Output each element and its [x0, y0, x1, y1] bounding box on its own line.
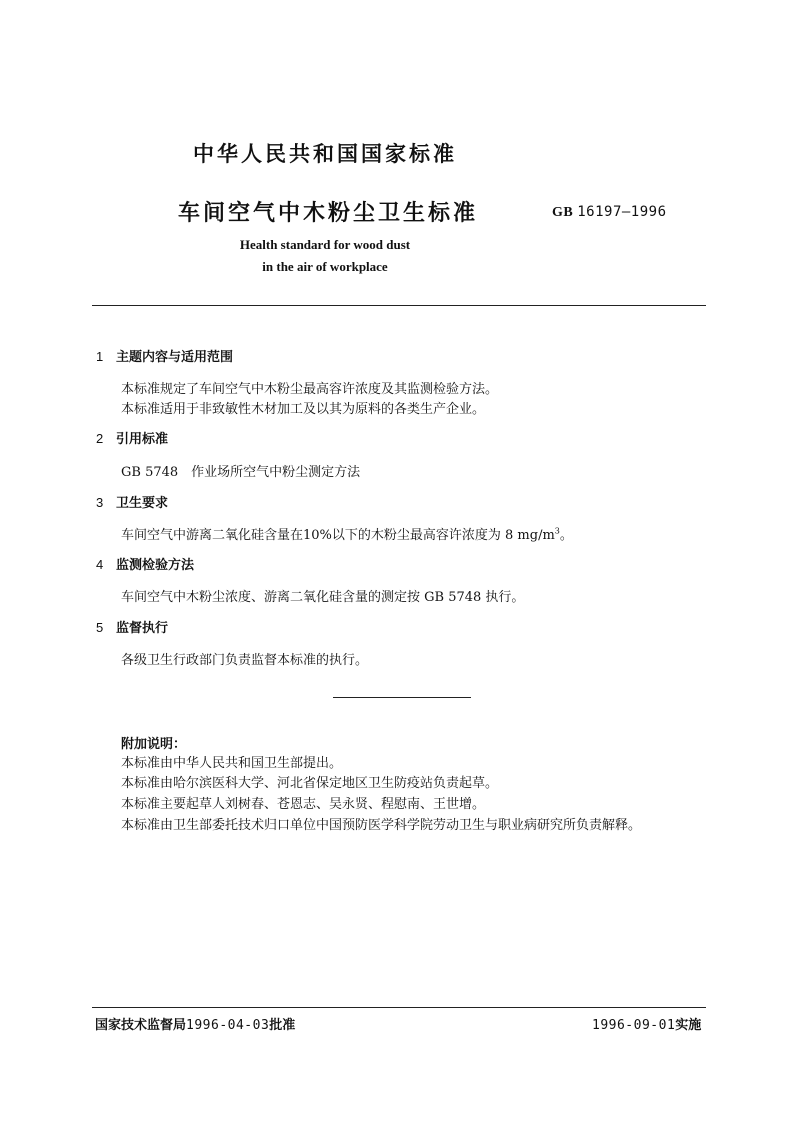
section-heading — [96, 554, 194, 573]
implementation-suffix: 实施 — [675, 1018, 702, 1033]
standard-title-en-line1: Health standard for wood dust — [239, 237, 411, 252]
standard-code-prefix: GB — [552, 205, 574, 220]
standard-title-cn: 车间空气中木粉尘卫生标准 — [178, 201, 479, 226]
approval-line — [95, 1014, 295, 1033]
section-number: 4 — [96, 557, 104, 572]
section-number: 5 — [96, 620, 104, 635]
notes-heading: 附加说明： — [121, 737, 187, 752]
section-number: 3 — [96, 495, 104, 510]
section-title: 主题内容与适用范围 — [116, 350, 234, 365]
section-title: 监督执行 — [116, 621, 169, 636]
standard-code — [552, 204, 667, 221]
note-item: 本标准由哈尔滨医科大学、河北省保定地区卫生防疫站负责起草。 — [121, 776, 499, 791]
implementation-line — [592, 1014, 701, 1033]
note-item: 本标准由卫生部委托技术归口单位中国预防医学科学院劳动卫生与职业病研究所负责解释。 — [121, 818, 642, 833]
standard-title-en-line2: in the air of workplace — [262, 259, 388, 274]
section-paragraph: GB 5748 作业场所空气中粉尘测定方法 — [121, 465, 361, 480]
section-title: 卫生要求 — [116, 496, 169, 511]
implementation-date: 1996-09-01 — [592, 1018, 676, 1033]
note-item: 本标准由中华人民共和国卫生部提出。 — [121, 756, 343, 771]
approval-date: 1996-04-03 — [186, 1018, 270, 1033]
section-paragraph: 各级卫生行政部门负责监督本标准的执行。 — [121, 653, 369, 668]
bottom-divider — [92, 1007, 706, 1008]
national-standard-text: 中华人民共和国国家标准 — [193, 142, 457, 166]
section-number: 2 — [96, 431, 104, 446]
note-item: 本标准主要起草人刘树春、苍恩志、吴永贤、程慰南、王世增。 — [121, 797, 486, 812]
top-divider — [92, 305, 706, 306]
section-heading — [96, 492, 168, 511]
section-paragraph-text: 车间空气中游离二氧化硅含量在10%以下的木粉尘最高容许浓度为 8 mg/m — [121, 528, 555, 543]
section-title: 引用标准 — [116, 432, 169, 447]
approval-org: 国家技术监督局 — [95, 1018, 187, 1033]
section-title: 监测检验方法 — [116, 558, 195, 573]
national-standard-heading — [0, 138, 650, 168]
unit-superscript: 3 — [554, 526, 560, 536]
section-paragraph — [121, 524, 573, 543]
section-paragraph-tail: 。 — [559, 528, 573, 543]
section-number: 1 — [96, 349, 104, 364]
section-heading — [96, 617, 168, 636]
middle-divider — [333, 697, 471, 698]
section-paragraph: 本标准规定了车间空气中木粉尘最高容许浓度及其监测检验方法。 — [121, 382, 499, 397]
section-paragraph: 车间空气中木粉尘浓度、游离二氧化硅含量的测定按 GB 5748 执行。 — [121, 590, 525, 605]
section-heading — [96, 346, 233, 365]
section-paragraph: 本标准适用于非致敏性木材加工及以其为原料的各类生产企业。 — [121, 402, 486, 417]
standard-code-number: 16197—1996 — [577, 204, 667, 220]
section-heading — [96, 428, 168, 447]
approval-suffix: 批准 — [269, 1018, 296, 1033]
